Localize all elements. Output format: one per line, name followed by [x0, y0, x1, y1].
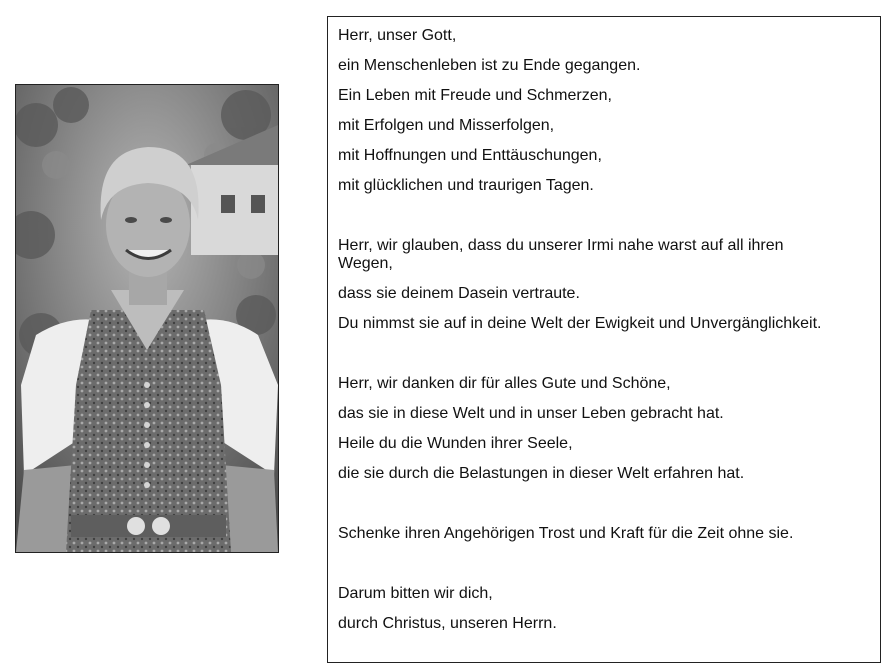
prayer-line: mit Hoffnungen und Enttäuschungen, — [338, 147, 602, 164]
stanza-spacer — [338, 207, 870, 237]
stanza-spacer — [338, 555, 870, 585]
prayer-text-box — [327, 16, 881, 663]
portrait-photo — [15, 84, 279, 553]
prayer-line: Herr, wir danken dir für alles Gute und Schöne, — [338, 375, 671, 392]
stanza-spacer — [338, 495, 870, 525]
prayer-line: durch Christus, unseren Herrn. — [338, 615, 557, 632]
prayer-line: ein Menschenleben ist zu Ende gegangen. — [338, 57, 641, 74]
prayer-line: dass sie deinem Dasein vertraute. — [338, 285, 580, 302]
stanza-spacer — [338, 345, 870, 375]
prayer-line: Schenke ihren Angehörigen Trost und Kraft für die Zeit ohne sie. — [338, 525, 794, 542]
prayer-line: Ein Leben mit Freude und Schmerzen, — [338, 87, 612, 104]
portrait-image — [16, 85, 278, 552]
prayer-line: Herr, unser Gott, — [338, 27, 457, 44]
prayer-line: mit Erfolgen und Misserfolgen, — [338, 117, 555, 134]
prayer-line: die sie durch die Belastungen in dieser Welt erfahren hat. — [338, 465, 745, 482]
prayer-line: das sie in diese Welt und in unser Leben gebracht hat. — [338, 405, 724, 422]
prayer-line: Darum bitten wir dich, — [338, 585, 493, 602]
prayer-line: mit glücklichen und traurigen Tagen. — [338, 177, 594, 194]
prayer-line: Du nimmst sie auf in deine Welt der Ewigkeit und Unvergänglichkeit. — [338, 315, 822, 332]
prayer-line: Herr, wir glauben, dass du unserer Irmi nahe warst auf all ihren Wegen, — [338, 237, 784, 272]
prayer-line: Heile du die Wunden ihrer Seele, — [338, 435, 573, 452]
